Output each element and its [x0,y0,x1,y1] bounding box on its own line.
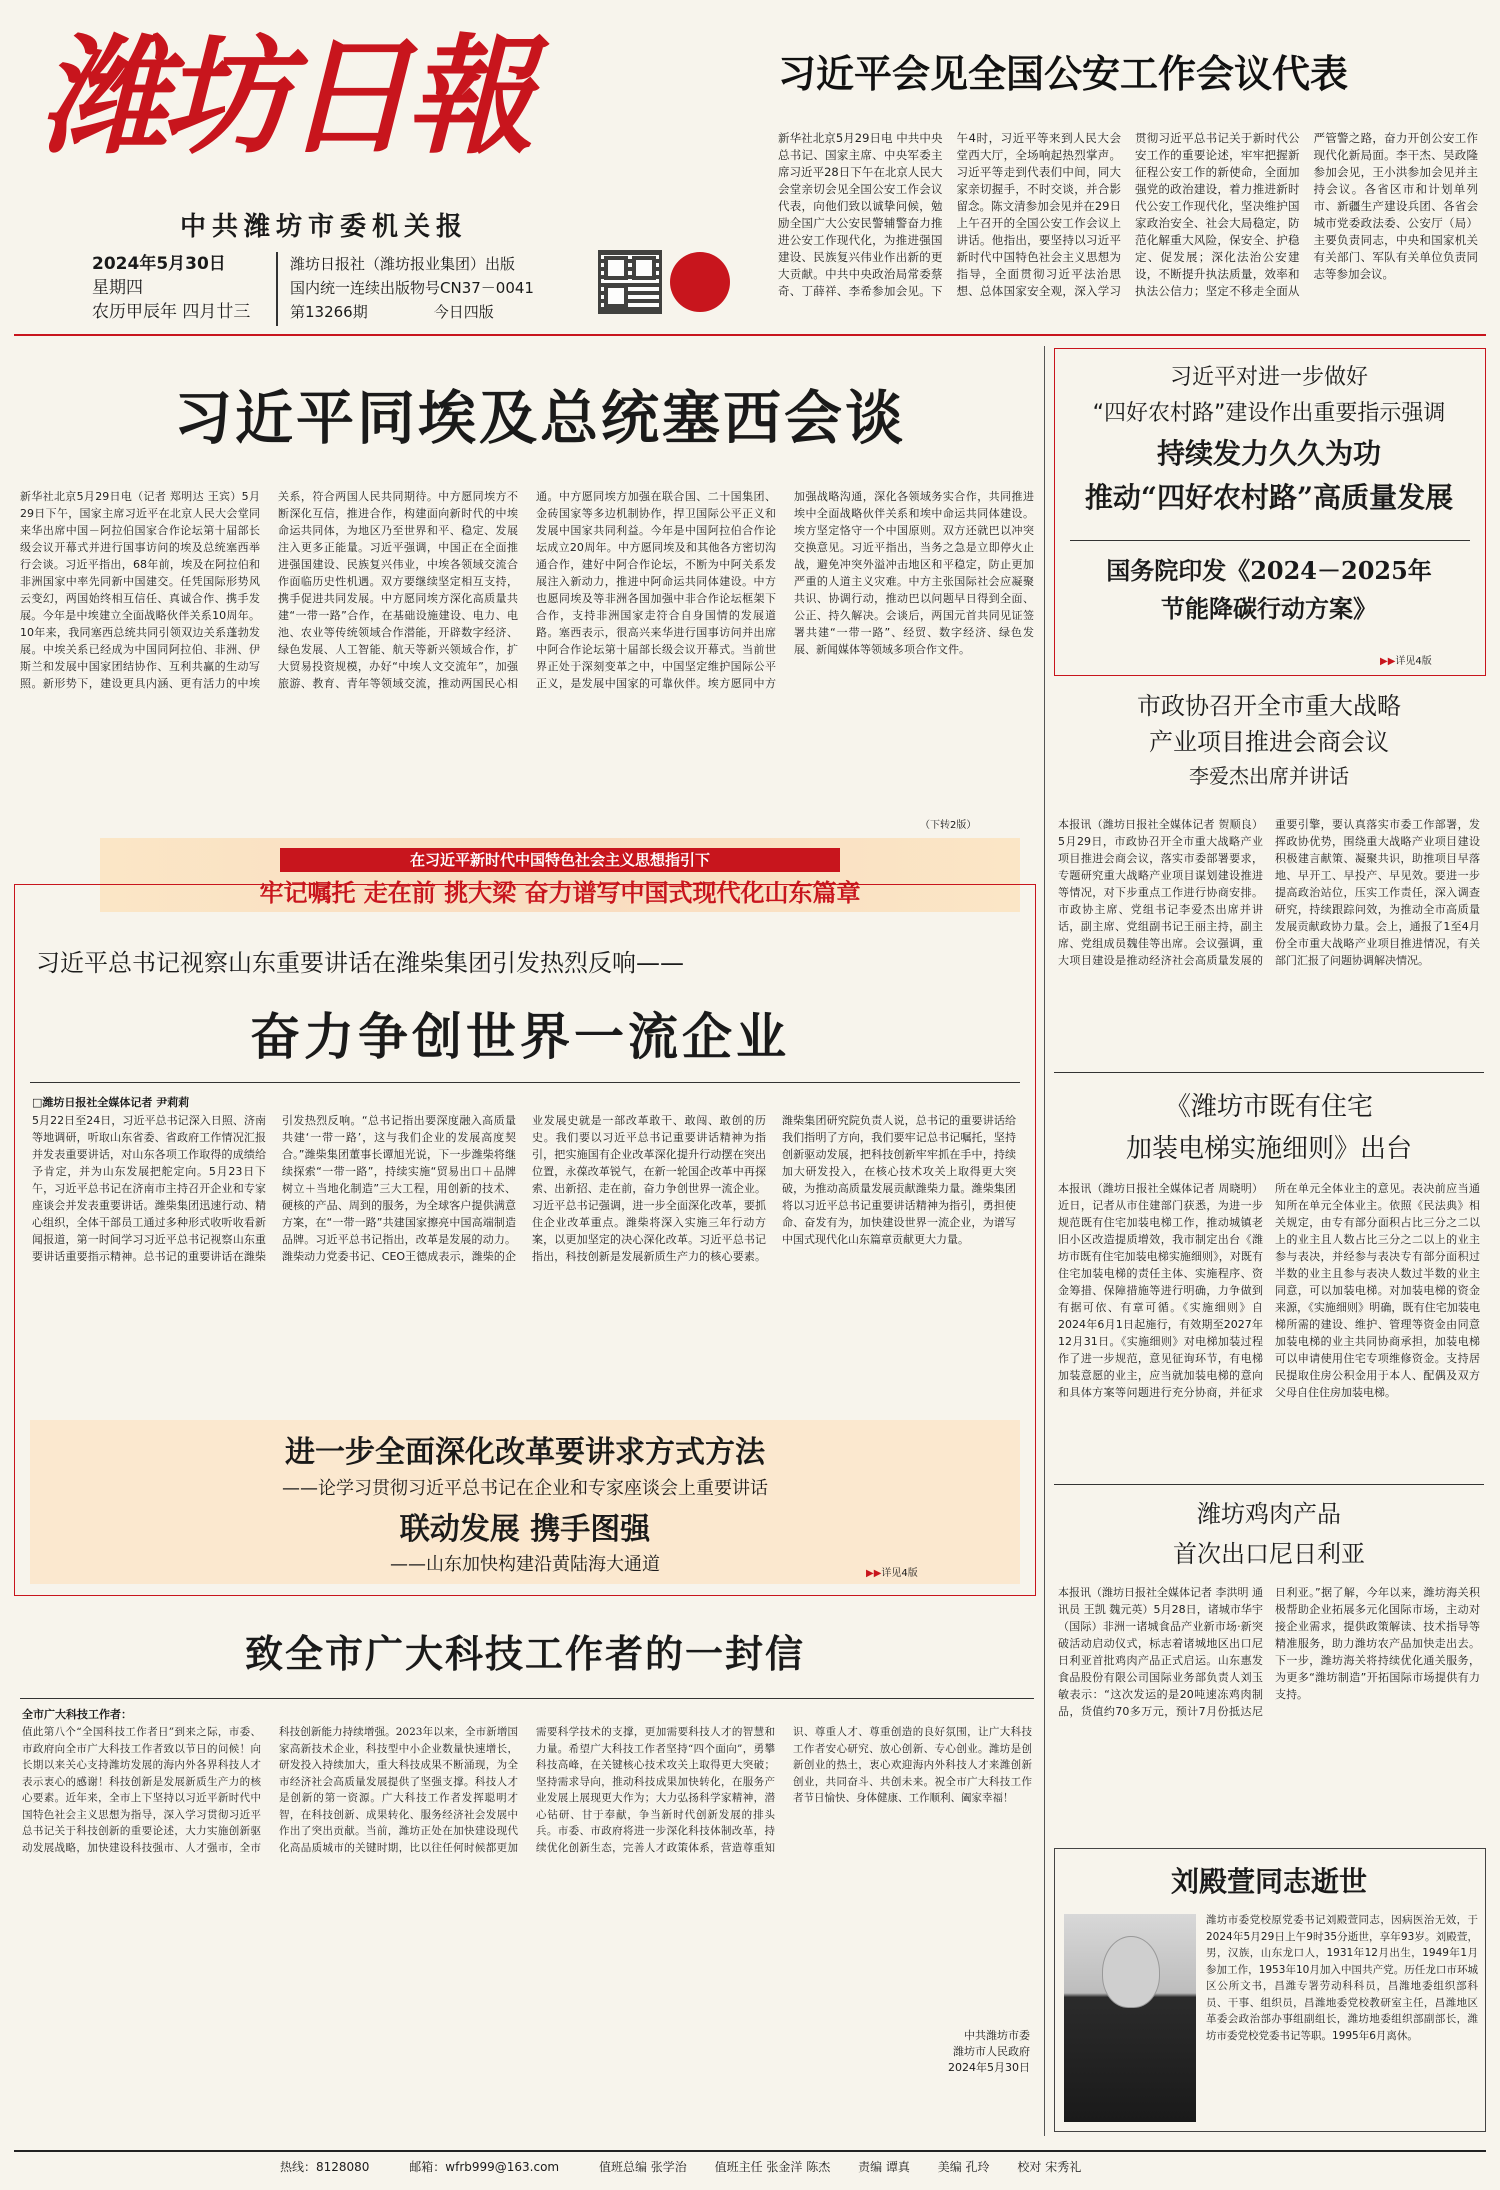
letter-rule [20,1698,1034,1699]
masthead-rule [14,334,1486,336]
energy-headlines [1060,552,1478,628]
chicken-headline-1: 潍坊鸡肉产品 [1197,1500,1341,1528]
roads-title-2: “四好农村路”建设作出重要指示强调 [1092,401,1446,426]
arrow-right-icon: ▶▶ [866,1568,882,1579]
letter-salutation: 全市广大科技工作者： [22,1708,132,1721]
roads-title-3: 持续发力久久为功 [1156,437,1381,470]
lead-continued: （下转2版） [920,820,977,831]
footer-editor: 责编 谭真 [858,2160,910,2174]
footer-designer: 美编 孔玲 [937,2160,990,2174]
chicken-body: 本报讯（潍坊日报社全媒体记者 李洪明 通讯员 王凯 魏元英）5月28日，诸城市华宇（国际）非洲一诸城食品产业新市场·新突破活动启动仪式，标志着诸城地区出口尼日利亚首批鸡肉产品正式启运。山东惠发食品股份有限公司国际业务部负责人刘玉敏表示：“这次发运的是20吨速冻鸡肉制品，货值约70多万元，预计7月份抵达尼日利亚。”据了解，今年以来，潍坊海关积极帮助企业拓展多元化国际市场，主动对接企业需求，提供政策解读、技术指导等精准服务，助力潍坊农产品加快走出去。下一步，潍坊海关将持续优化通关服务，为更多“潍坊制造”开拓国际市场提供有力支持。 [1058,1586,1480,1718]
footer-rule [14,2150,1486,2152]
roads-rule [1070,540,1470,541]
weichai-body: 5月22日至24日，习近平总书记深入日照、济南等地调研，听取山东省委、省政府工作情况汇报并发表重要讲话，对山东各项工作取得的成绩给予肯定，并为山东发展把舵定向。5月23日下午，习近平总书记在济南市主持召开企业和专家座谈会并发表重要讲话。潍柴集团迅速行动、精心组织，全体干部员工通过多种形式收听收看新闻报道，第一时间学习习近平总书记视察山东重要讲话重要指示精神。总书记的重要讲话在潍柴引发热烈反响。“总书记指出要深度融入高质量共建‘一带一路’，这与我们企业的发展高度契合。”潍柴集团董事长谭旭光说，下一步潍柴将继续探索“一带一路”，持续实施“贸易出口＋品牌树立＋当地化制造”三大工程，用创新的技术、硬核的产品、周到的服务，为全球客户提供满意方案，在“一带一路”共建国家擦亮中国高端制造品牌。习近平总书记指出，改革是发展的动力。潍柴动力党委书记、CEO王德成表示，潍柴的企业发展史就是一部改革敢干、敢闯、敢创的历史。我们要以习近平总书记重要讲话精神为指引，把实施国有企业改革深化提升行动摆在突出位置，永葆改革锐气，在新一轮国企改革中再探索、出新招、走在前，奋力争创世界一流企业。习近平总书记强调，进一步全面深化改革，要抓住企业改革重点。潍柴将深入实施三年行动方案，以更加坚定的决心深化改革。习近平总书记指出，科技创新是发展新质生产力的核心要素。潍柴集团研究院负责人说，总书记的重要讲话给我们指明了方向，我们要牢记总书记嘱托，坚持创新驱动发展，把科技创新牢牢抓在手中，持续加大研发投入，在核心技术攻关上取得更大突破，为推动高质量发展贡献潍柴力量。潍柴集团将以习近平总书记重要讲话精神为指引，勇担使命、奋发有为，加快建设世界一流企业，为谱写中国式现代化山东篇章贡献更大力量。 [32,1114,1016,1263]
column-divider [1044,346,1045,2136]
cppcc-headlines [1058,688,1480,792]
letter-sign-date: 2024年5月30日 [948,2061,1030,2074]
top-story-body: 新华社北京5月29日电 中共中央总书记、国家主席、中央军委主席习近平28日下午在北京人民大会堂亲切会见全国公安工作会议代表，向他们致以诚挚问候，勉励全国广大公安民警辅警奋力推进公安工作现代化，为推进强国建设、民族复兴伟业作出新的更大贡献。中共中央政治局常委蔡奇、丁薛祥、李希参加会见。下午4时，习近平等来到人民大会堂西大厅，全场响起热烈掌声。习近平等走到代表们中间，同大家亲切握手，不时交谈，并合影留念。陈文清参加会见并在29日上午召开的全国公安工作会议上讲话。他指出，要坚持以习近平新时代中国特色社会主义思想为指导，全面贯彻习近平法治思想、总体国家安全观，深入学习贯彻习近平总书记关于新时代公安工作的重要论述，牢牢把握新征程公安工作的新使命，全面加强党的政治建设，着力推进新时代公安工作现代化，坚决维护国家政治安全、社会大局稳定，防范化解重大风险，保安全、护稳定、促发展；深化法治公安建设，不断提升执法质量，效率和执法公信力；坚定不移走全面从严管警之路，奋力开创公安工作现代化新局面。李干杰、吴政隆参加会见，王小洪参加会见并主持会议。各省区市和计划单列市、新疆生产建设兵团、各省会城市党委政法委、公安厅（局）主要负责同志，中央和国家机关有关部门、军队有关单位负责同志等参加会议。 [778,131,1478,298]
cppcc-rule [1054,1072,1484,1073]
issue-date: 2024年5月30日 [92,254,226,274]
obituary-headline: 刘殿萱同志逝世 [1170,1865,1367,1898]
letter-signature [862,2028,1030,2076]
letter-body: 值此第八个“全国科技工作者日”到来之际，市委、市政府向全市广大科技工作者致以节日的问候！向长期以来关心支持潍坊发展的海内外各界科技人才表示衷心的感谢！科技创新是发展新质生产力的核心要素。近年来，全市上下坚持以习近平新时代中国特色社会主义思想为指导，深入学习贯彻习近平总书记关于科技创新的重要论述，大力实施创新驱动发展战略，加快建设科技强市、人才强市，全市科技创新能力持续增强。2023年以来，全市新增国家高新技术企业，科技型中小企业数量快速增长，研发投入持续加大，重大科技成果不断涌现，为全市经济社会高质量发展提供了坚强支撑。科技人才是创新的第一资源。广大科技工作者发挥聪明才智，在科技创新、成果转化、服务经济社会发展中作出了突出贡献。当前，潍坊正处在加快建设现代化高品质城市的关键时期，比以往任何时候都更加需要科学技术的支撑，更加需要科技人才的智慧和力量。希望广大科技工作者坚持“四个面向”，勇攀科技高峰，在关键核心技术攻关上取得更大突破；坚持需求导向，推动科技成果加快转化，在服务产业发展上展现更大作为；大力弘扬科学家精神，潜心钻研、甘于奉献，争当新时代创新发展的排头兵。市委、市政府将进一步深化科技体制改革，持续优化创新生态，完善人才政策体系，营造尊重知识、尊重人才、尊重创造的良好氛围，让广大科技工作者安心研究、放心创新、专心创业。潍坊是创新创业的热土，衷心欢迎海内外科技人才来潍创新创业，共同奋斗、共创未来。祝全市广大科技工作者节日愉快、身体健康、工作顺利、阖家幸福！ [22,1726,1032,1854]
masthead-divider [276,252,278,326]
lead-body: 新华社北京5月29日电（记者 郑明达 王宾）5月29日下午，国家主席习近平在北京人民大会堂同来华出席中国－阿拉伯国家合作论坛第十届部长级会议开幕式并进行国事访问的埃及总统塞西举行会谈。习近平指出，68年前，埃及在阿拉伯和非洲国家中率先同新中国建交。任凭国际形势风云变幻，两国始终相互信任、真诚合作、携手发展。今年是中埃建立全面战略伙伴关系10周年。10年来，我同塞西总统共同引领双边关系蓬勃发展。中埃关系已经成为中国同阿拉伯、非洲、伊斯兰和发展中国家团结协作、互利共赢的生动写照。新形势下，建设更具内涵、更有活力的中埃关系，符合两国人民共同期待。中方愿同埃方不断深化互信，推进合作，构建面向新时代的中埃命运共同体，为地区乃至世界和平、稳定、发展注入更多正能量。习近平强调，中国正在全面推进强国建设、民族复兴伟业，中埃各领域交流合作面临历史性机遇。双方要继续坚定相互支持，携手促进共同发展。中方愿同埃方深化高质量共建“一带一路”合作，在基础设施建设、电力、电池、农业等传统领域合作潜能，开辟数字经济、绿色发展、人工智能、航天等新兴领域合作，扩大贸易投资规模，办好“中埃人文交流年”，加强旅游、教育、青年等领域交流，推动两国民心相通。中方愿同埃方加强在联合国、二十国集团、金砖国家等多边机制协作，捍卫国际公平正义和发展中国家共同利益。今年是中国阿拉伯合作论坛成立20周年。中方愿同埃及和其他各方密切沟通合作，建好中阿合作论坛，不断为中阿关系发展注入新动力，推进中阿命运共同体建设。中方也愿同埃及等非洲各国加强中非合作论坛框架下合作，支持非洲国家走符合自身国情的发展道路。塞西表示，很高兴来华进行国事访问并出席中阿合作论坛第十届部长级会议开幕式。当前世界正处于深刻变革之中，中国坚定维护国际公平正义，是发展中国家的可靠伙伴。埃方愿同中方加强战略沟通，深化各领域务实合作，共同推进埃中全面战略伙伴关系和埃中命运共同体建设。埃方坚定恪守一个中国原则。双方还就巴以冲突交换意见。习近平指出，当务之急是立即停火止战，避免冲突外溢冲击地区和平稳定，防止更加严重的人道主义灾难。中方主张国际社会应凝聚共识、协调行动，推动巴以问题早日得到全面、公正、持久解决。会谈后，两国元首共同见证签署共建“一带一路”、经贸、数字经济、绿色发展、新闻媒体等领域多项合作文件。 [20,490,1034,690]
issue-number: 第13266期 今日四版 [290,303,494,321]
cppcc-headline-1: 市政协召开全市重大战略 [1137,692,1401,720]
elevator-headline-1: 《潍坊市既有住宅 [1164,1092,1373,1122]
energy-title-2: 节能降碳行动方案》 [1161,594,1377,623]
reform-headline: 进一步全面深化改革要讲求方式方法 [285,1435,765,1470]
footer-email: 邮箱：wfrb999@163.com [409,2160,560,2174]
footer-hotline: 热线：8128080 [280,2160,370,2174]
masthead-publisher-block [290,252,534,324]
publisher: 潍坊日报社（潍坊报业集团）出版 [290,255,516,273]
page-count: 今日四版 [433,303,494,321]
footer-editor-chief: 值班总编 张学治 [598,2160,687,2174]
top-story-headline: 习近平会见全国公安工作会议代表 [778,52,1349,96]
reform-headline-2: 联动发展 携手图强 [399,1512,651,1547]
elevator-rule [1054,1484,1484,1485]
chicken-headline-2: 首次出口尼日利亚 [1173,1540,1365,1568]
app-logo-icon [670,252,730,312]
reform-subtitle-2: ——山东加快构建沿黄陆海大通道 [390,1554,660,1575]
letter-sign-government: 潍坊市人民政府 [953,2045,1030,2058]
roads-title-4: 推动“四好农村路”高质量发展 [1084,481,1454,514]
reform-subtitle: ——论学习贯彻习近平总书记在企业和专家座谈会上重要讲话 [282,1478,768,1499]
obituary-body: 潍坊市委党校原党委书记刘殿萱同志，因病医治无效，于2024年5月29日上午9时35分逝世，享年93岁。刘殿萱，男，汉族，山东龙口人，1931年12月出生，1949年1月参加工作，1953年10月加入中国共产党。历任龙口市环城区公所文书，昌潍专署劳动科科员，昌潍地委组织部科员、干事、组织员，昌潍地委党校教研室主任，昌潍地区革委会政治部办事组副组长，潍坊地委组织部副部长，潍坊市委党校党委书记等职。1995年6月离休。 [1206,1914,1478,2042]
footer-bar [280,2158,1280,2175]
roads-headlines [1060,360,1478,520]
footer-proofreader: 校对 宋秀礼 [1017,2160,1082,2174]
cppcc-subhead: 李爱杰出席并讲话 [1189,764,1349,788]
masthead-date-block [92,252,250,324]
weichai-kicker: 习近平总书记视察山东重要讲话在潍柴集团引发热烈反响—— [36,949,684,977]
cppcc-body: 本报讯（潍坊日报社全媒体记者 贺顺良）5月29日，市政协召开全市重大战略产业项目推进会商会议，落实市委部署要求，专题研究重大战略产业项目谋划建设推进等情况，对下步重点工作进行协商安排。市政协主席、党组书记李爱杰出席并讲话，副主席、党组副书记王丽主持，副主席、党组成员魏佳等出席。会议强调，重大项目建设是推动经济社会高质量发展的重要引擎，要认真落实市委工作部署，发挥政协优势，围绕重大战略产业项目建设积极建言献策、凝聚共识，助推项目早落地、早开工、早投产、早见效。要进一步提高政治站位，压实工作责任，深入调查研究，持续跟踪问效，为推动全市高质量发展贡献政协力量。会上，通报了1至4月份全市重大战略产业项目推进情况，有关部门汇报了问题协调解决情况。 [1058,818,1480,967]
theme-banner-line2: 牢记嘱托 走在前 挑大梁 奋力谱写中国式现代化山东篇章 [259,879,861,907]
elevator-headlines [1058,1086,1480,1170]
roads-title-1: 习近平对进一步做好 [1169,365,1368,390]
elevator-body: 本报讯（潍坊日报社全媒体记者 周晓明）近日，记者从市住建部门获悉，为进一步规范既有住宅加装电梯工作，推动城镇老旧小区改造提质增效，我市制定出台《潍坊市既有住宅加装电梯实施细则》，对既有住宅加装电梯的责任主体、实施程序、资金筹措、保障措施等进行明确，力争做到有据可依、有章可循。《实施细则》自2024年6月1日起施行，有效期至2027年12月31日。《实施细则》对电梯加装过程作了进一步规范，意见征询环节，有电梯加装意愿的业主，应当就加装电梯的意向和具体方案等问题进行充分协商，并征求所在单元全体业主的意见。表决前应当通知所在单元全体业主。依照《民法典》相关规定，由专有部分面积占比三分之二以上的业主且人数占比三分之二以上的业主参与表决，并经参与表决专有部分面积过半数的业主且参与表决人数过半数的业主同意，可以加装电梯。对加装电梯的资金来源，《实施细则》明确，既有住宅加装电梯所需的建设、维护、管理等资金由同意加装电梯的业主共同协商承担，加装电梯可以申请使用住宅专项维修资金。支持居民提取住房公积金用于本人、配偶及双方父母自住住房加装电梯。 [1058,1182,1480,1399]
masthead-subtitle: 中共潍坊市委机关报 [180,212,469,242]
weichai-headline: 奋力争创世界一流企业 [250,1007,790,1066]
cppcc-headline-2: 产业项目推进会商会议 [1149,728,1389,756]
reform-see-page[interactable]: ▶▶详见4版 [866,1568,918,1579]
theme-banner-line1: 在习近平新时代中国特色社会主义思想指引下 [280,848,840,872]
roads-see-page[interactable]: ▶▶详见4版 [1380,656,1432,667]
chicken-headlines [1058,1494,1480,1574]
elevator-headline-2: 加装电梯实施细则》出台 [1125,1134,1412,1164]
cn-number: 国内统一连续出版物号CN37－0041 [290,279,534,297]
letter-sign-committee: 中共潍坊市委 [964,2029,1030,2042]
masthead-logo: 潍坊日報 [40,22,529,172]
weichai-rule [30,1082,1020,1083]
arrow-right-icon: ▶▶ [1380,656,1396,667]
energy-title-1: 国务院印发《2024－2025年 [1106,556,1432,585]
qr-code-icon [598,250,662,314]
issue-lunar-date: 农历甲辰年 四月廿三 [92,302,251,322]
weichai-byline: □潍坊日报社全媒体记者 尹莉莉 [32,1096,190,1109]
lead-headline: 习近平同埃及总统塞西会谈 [173,384,906,452]
footer-editor-duty: 值班主任 张金洋 陈杰 [714,2160,831,2174]
issue-weekday: 星期四 [92,278,143,298]
letter-headline: 致全市广大科技工作者的一封信 [244,1631,805,1676]
obituary-portrait [1064,1914,1196,2122]
